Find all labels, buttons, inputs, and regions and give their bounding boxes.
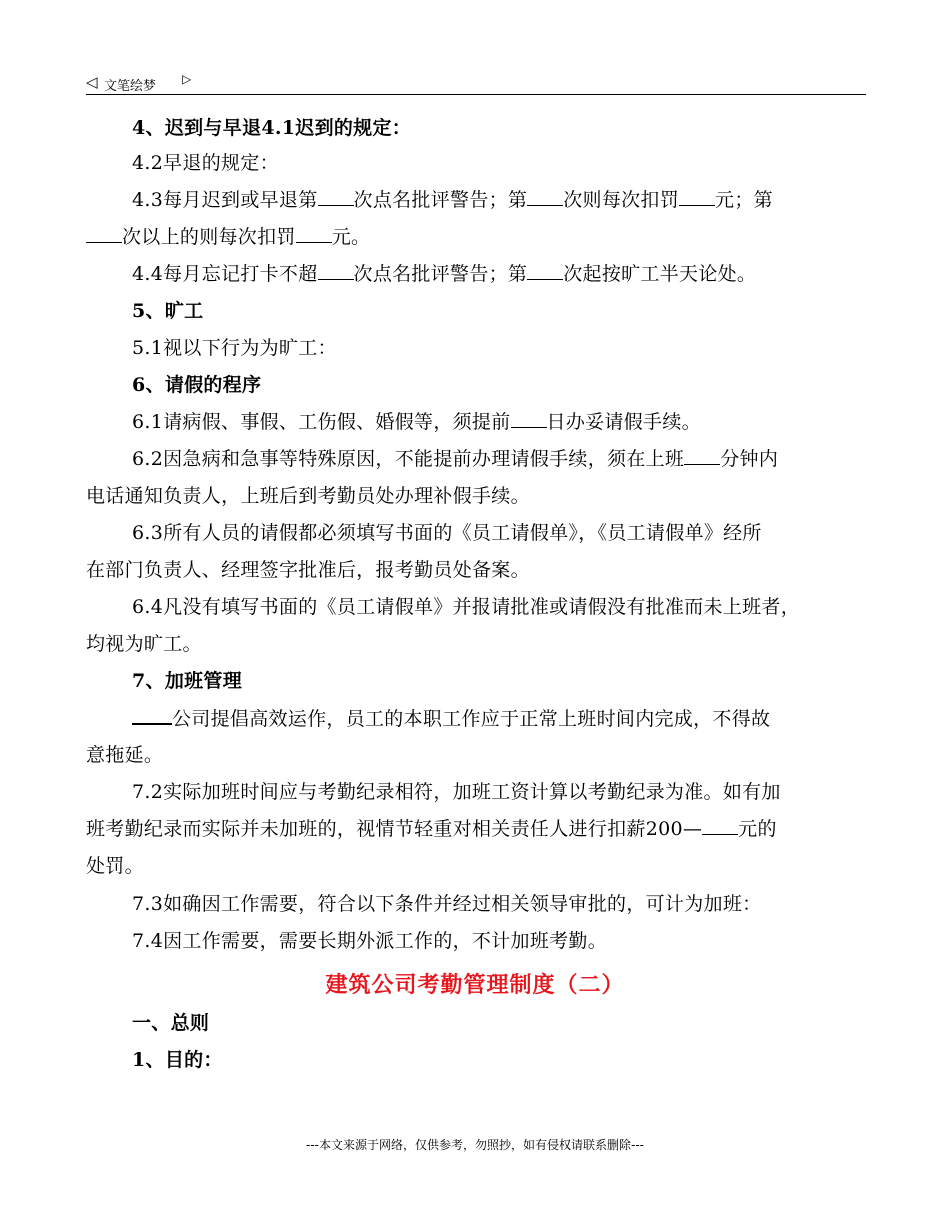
fill-blank xyxy=(296,224,332,243)
paragraph: 电话通知负责人，上班后到考勤员处办理补假手续。 xyxy=(86,485,530,507)
paragraph: 4.4每月忘记打卡不超 次点名批评警告；第 次起按旷工半天论处。 xyxy=(132,263,757,285)
triangle-left-icon: ◁ xyxy=(86,73,98,91)
header-brand: 文笔绘梦 xyxy=(104,79,157,94)
paragraph: 4.2早退的规定： xyxy=(132,152,279,174)
fill-blank xyxy=(527,261,563,280)
paragraph: 在部门负责人、经理签字批准后，报考勤员处备案。 xyxy=(86,559,530,581)
paragraph: 班考勤纪录而实际并未加班的，视情节轻重对相关责任人进行扣薪200— 元的 xyxy=(86,818,777,840)
fill-blank xyxy=(527,187,563,206)
page-footer: ---本文来源于网络，仅供参考，勿照抄，如有侵权请联系删除--- xyxy=(306,1138,644,1152)
triangle-right-icon: ▷ xyxy=(182,72,192,86)
paragraph: 5.1视以下行为为旷工： xyxy=(132,337,337,359)
fill-blank xyxy=(511,409,547,428)
paragraph: 次以上的则每次扣罚 元。 xyxy=(86,224,370,250)
fill-blank xyxy=(679,187,715,206)
paragraph: 6.3所有人员的请假都必须填写书面的《员工请假单》，《员工请假单》经所 xyxy=(132,522,762,544)
paragraph: 处罚。 xyxy=(86,855,144,877)
paragraph: 意拖延。 xyxy=(86,744,164,766)
paragraph: 6.2因急病和急事等特殊原因，不能提前办理请假手续，须在上班 分钟内 xyxy=(132,448,779,470)
heading-6: 6、请假的程序 xyxy=(132,374,262,396)
paragraph: 6.1请病假、事假、工伤假、婚假等，须提前 日办妥请假手续。 xyxy=(132,411,701,433)
paragraph: 公司提倡高效运作，员工的本职工作应于正常上班时间内完成，不得故 xyxy=(132,705,770,732)
paragraph: 4.3每月迟到或早退第 次点名批评警告；第 次则每次扣罚 元；第 xyxy=(132,189,773,211)
paragraph: 7.4因工作需要，需要长期外派工作的，不计加班考勤。 xyxy=(132,930,608,952)
fill-blank xyxy=(684,446,720,465)
fill-blank xyxy=(318,261,354,280)
heading-1: 1、目的： xyxy=(132,1049,223,1071)
fill-blank xyxy=(702,816,738,835)
fill-blank xyxy=(86,224,122,243)
fill-blank xyxy=(132,705,172,725)
paragraph: 7.2实际加班时间应与考勤纪录相符，加班工资计算以考勤纪录为准。如有加 xyxy=(132,781,781,803)
section-title: 建筑公司考勤管理制度（二） xyxy=(325,972,625,998)
heading-5: 5、旷工 xyxy=(132,300,204,322)
page-header xyxy=(86,72,866,95)
fill-blank xyxy=(318,187,354,206)
paragraph: 6.4凡没有填写书面的《员工请假单》并报请批准或请假没有批准而未上班者， xyxy=(132,596,801,618)
heading-7: 7、加班管理 xyxy=(132,670,243,692)
paragraph: 均视为旷工。 xyxy=(86,633,202,655)
heading-4: 4、迟到与早退4.1迟到的规定： xyxy=(132,117,412,139)
chapter-heading: 一、总则 xyxy=(132,1012,210,1034)
paragraph: 7.3如确因工作需要，符合以下条件并经过相关领导审批的，可计为加班： xyxy=(132,893,762,915)
